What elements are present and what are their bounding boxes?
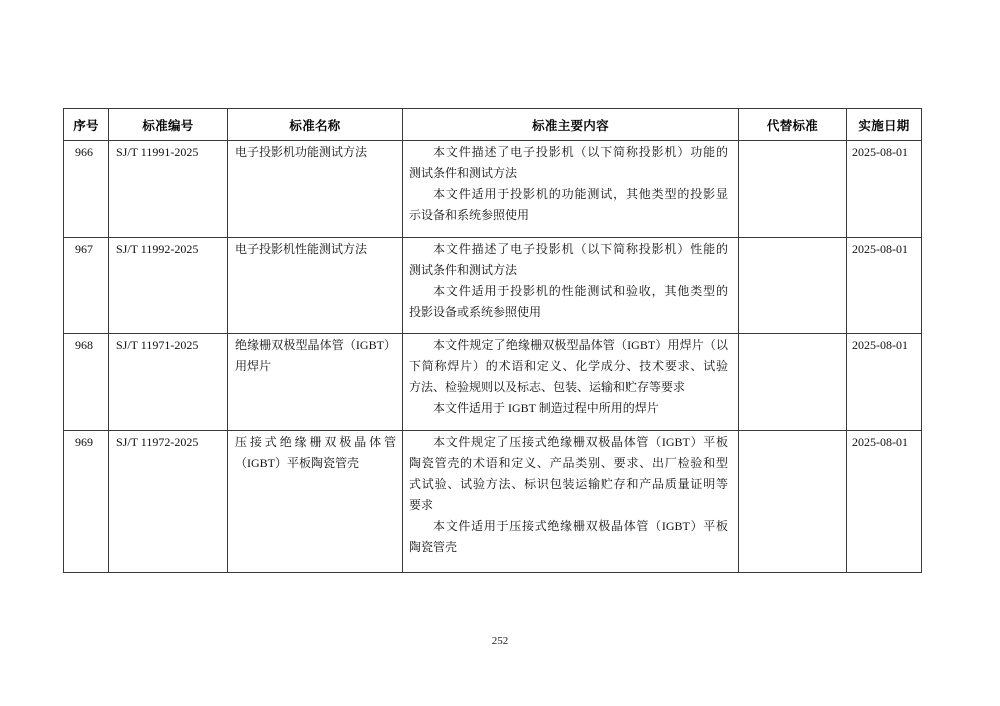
content-line: 陶瓷管壳的术语和定义、产品类别、要求、出厂检验和型 (409, 456, 728, 470)
column-header-date: 实施日期 (847, 109, 922, 141)
content-paragraph (409, 184, 728, 226)
effective-date-text: 2025-08-01 (852, 242, 908, 256)
standard-code-text: SJ/T 11991-2025 (116, 145, 199, 159)
standard-code-text: SJ/T 11972-2025 (116, 435, 199, 449)
standard-name (228, 334, 403, 431)
effective-date-text: 2025-08-01 (852, 145, 908, 159)
replaced-standard (739, 238, 847, 334)
replaced-standard (739, 431, 847, 573)
content-line: 本文件描述了电子投影机（以下简称投影机）性能的 (433, 242, 728, 256)
content-line: 本文件规定了压接式绝缘栅双极晶体管（IGBT）平板 (433, 435, 728, 449)
content-paragraph (409, 239, 728, 281)
header-row (64, 109, 922, 141)
standard-content (403, 334, 739, 431)
standard-name (228, 431, 403, 573)
effective-date (847, 141, 922, 238)
content-line: 本文件描述了电子投影机（以下简称投影机）功能的 (433, 145, 728, 159)
table-row (64, 431, 922, 573)
table-row (64, 141, 922, 238)
standard-name-line: 压接式绝缘栅双极晶体管 (235, 435, 396, 449)
column-header-code: 标准编号 (109, 109, 228, 141)
replaced-standard (739, 141, 847, 238)
standard-content (403, 141, 739, 238)
content-paragraph (409, 142, 728, 184)
effective-date-text: 2025-08-01 (852, 338, 908, 352)
column-header-serial: 序号 (64, 109, 109, 141)
content-line: 本文件规定了绝缘栅双极型晶体管（IGBT）用焊片（以 (433, 338, 728, 352)
row-number-text: 966 (75, 145, 93, 159)
standard-name (228, 141, 403, 238)
row-number-text: 967 (75, 242, 93, 256)
column-header-name: 标准名称 (228, 109, 403, 141)
content-line: 测试条件和测试方法 (409, 263, 518, 277)
row-number (64, 431, 109, 573)
content-line: 陶瓷管壳 (409, 540, 458, 554)
column-header-replaces: 代替标准 (739, 109, 847, 141)
effective-date (847, 334, 922, 431)
effective-date-text: 2025-08-01 (852, 435, 908, 449)
content-line: 投影设备或系统参照使用 (409, 305, 542, 319)
standard-code (109, 238, 228, 334)
standard-name-line: 电子投影机性能测试方法 (235, 242, 368, 256)
row-number (64, 238, 109, 334)
content-paragraph (409, 516, 728, 558)
standard-name-line: （IGBT）平板陶瓷管壳 (235, 456, 359, 470)
content-line: 示设备和系统参照使用 (409, 208, 530, 222)
row-number-text: 968 (75, 338, 93, 352)
replaced-standard (739, 334, 847, 431)
effective-date (847, 238, 922, 334)
content-line: 要求 (409, 498, 434, 512)
content-line: 测试条件和测试方法 (409, 166, 518, 180)
effective-date (847, 431, 922, 573)
standard-name-line: 绝缘栅双极型晶体管（IGBT） (235, 338, 396, 352)
standard-content (403, 238, 739, 334)
row-number-text: 969 (75, 435, 93, 449)
table-row (64, 238, 922, 334)
standard-code-text: SJ/T 11992-2025 (116, 242, 199, 256)
content-line: 本文件适用于压接式绝缘栅双极晶体管（IGBT）平板 (433, 519, 728, 533)
row-number (64, 334, 109, 431)
standards-table (63, 108, 922, 573)
content-line: 下简称焊片）的术语和定义、化学成分、技术要求、试验 (409, 359, 728, 373)
content-paragraph (409, 432, 728, 516)
content-paragraph (409, 335, 728, 398)
content-paragraph (409, 281, 728, 323)
content-line: 本文件适用于 IGBT 制造过程中所用的焊片 (433, 401, 659, 415)
content-line: 本文件适用于投影机的性能测试和验收，其他类型的 (433, 284, 728, 298)
standard-code (109, 334, 228, 431)
table-row (64, 334, 922, 431)
page-number: 252 (491, 635, 509, 647)
row-number (64, 141, 109, 238)
content-paragraph (409, 398, 728, 419)
content-line: 本文件适用于投影机的功能测试，其他类型的投影显 (433, 187, 728, 201)
standard-name-line: 用焊片 (235, 359, 272, 373)
column-header-content: 标准主要内容 (403, 109, 739, 141)
content-line: 式试验、试验方法、标识包装运输贮存和产品质量证明等 (409, 477, 728, 491)
standard-code-text: SJ/T 11971-2025 (116, 338, 199, 352)
standard-code (109, 141, 228, 238)
standard-content (403, 431, 739, 573)
standard-name-line: 电子投影机功能测试方法 (235, 145, 368, 159)
standard-code (109, 431, 228, 573)
content-line: 方法、检验规则以及标志、包装、运输和贮存等要求 (409, 380, 686, 394)
standard-name (228, 238, 403, 334)
